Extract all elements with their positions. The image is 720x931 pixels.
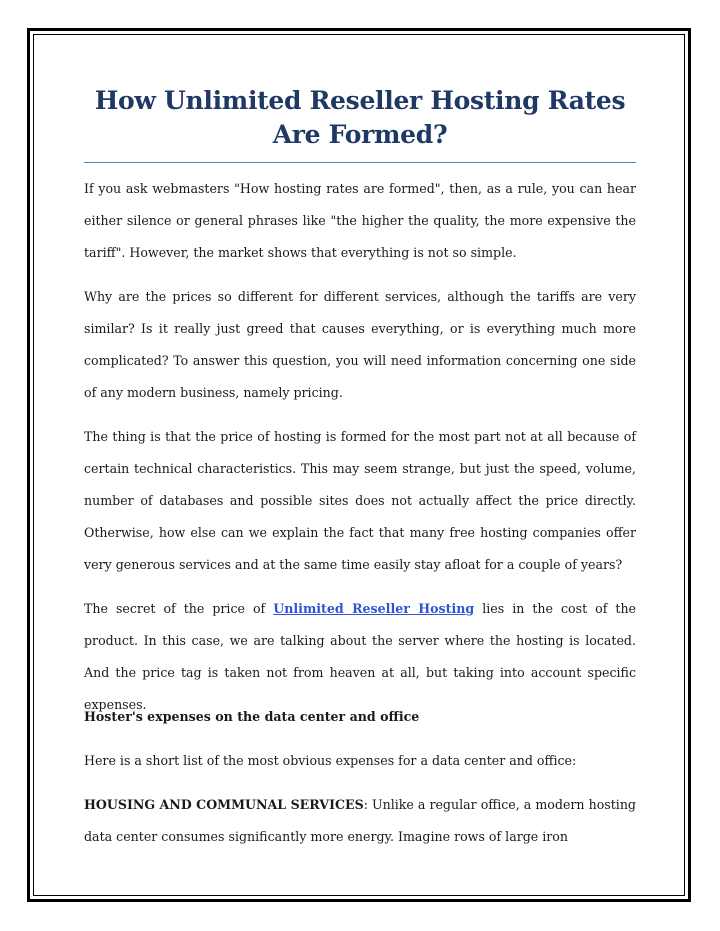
paragraph-pricing-question: Why are the prices so different for different services, although the tariffs are very similar? Is it really just greed that causes everything, or is everything much more complicated? To answer this question, you will need information concerning one side of any modern business, namely pricing. [84, 289, 636, 400]
paragraph-price-secret-lead: The secret of the price of [84, 601, 274, 616]
paragraph-housing-services [84, 789, 636, 853]
document-page [84, 84, 637, 844]
paragraph-intro: If you ask webmasters "How hosting rates are formed", then, as a rule, you can hear either silence or general phrases like "the higher the quality, the more expensive the tariff". However, the market shows that everything is not so simple. [84, 181, 636, 260]
paragraph-technical-characteristics: The thing is that the price of hosting is formed for the most part not at all because of certain technical characteristics. This may seem strange, but just the speed, volume, number of databases and possible sites does not actually affect the price directly. Otherwise, how else can we explain the fact that many free hosting companies offer very generous services and at the same time easily stay afloat for a couple of years? [84, 429, 636, 572]
document-title: How Unlimited Reseller Hosting Rates Are Formed? [84, 84, 636, 163]
unlimited-reseller-hosting-link[interactable]: Unlimited Reseller Hosting [273, 601, 475, 616]
section-heading-expenses [84, 701, 636, 733]
housing-services-label: HOUSING AND COMMUNAL SERVICES [84, 797, 364, 812]
housing-services-text: : Unlike a regular office, a modern hosting data center consumes significantly more energy. Imagine rows of large iron [84, 797, 636, 844]
section-heading-text: Hoster's expenses on the data center and office [84, 709, 420, 724]
paragraph-expense-list-intro: Here is a short list of the most obvious expenses for a data center and office: [84, 753, 577, 768]
paragraph-price-secret-tail: lies in the cost of the product. In this case, we are talking about the server where the hosting is located. And the price tag is taken not from heaven at all, but taking into account specific expenses. [84, 601, 637, 712]
